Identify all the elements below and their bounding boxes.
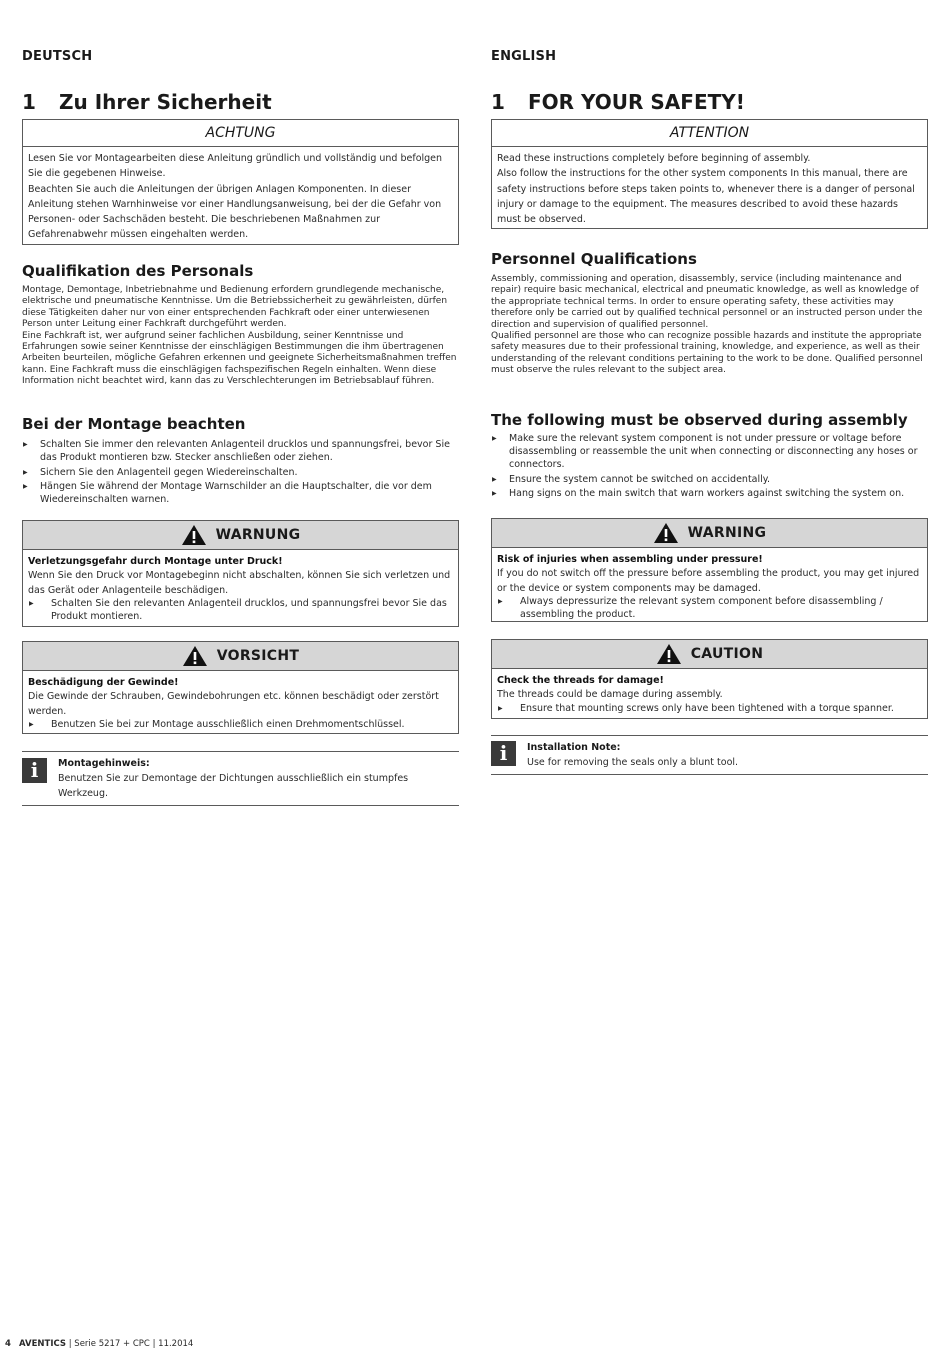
- caution-label: CAUTION: [690, 646, 764, 662]
- notice-paragraph: Lesen Sie vor Montagearbeiten diese Anleitung gründlich und vollständig und befolgen Sie die gegebenen Hinweise.: [28, 153, 443, 180]
- note-text: Use for removing the seals only a blunt tool.: [527, 757, 739, 768]
- language-label: ENGLISH: [491, 49, 557, 64]
- qualification-paragraph: Qualified personnel are those who can recognize possible hazards and institute the appropriate safety measures due to their professional training, knowledge, and experience, as well as their understanding of the relevant conditions pertaining to the work to be done. Qualified personnel must observe the rules relevant to the subject area.: [491, 331, 923, 376]
- qualification-heading: Personnel Qualifications: [491, 250, 697, 268]
- notice-paragraph: Read these instructions completely before beginning of assembly.: [497, 153, 811, 164]
- info-icon: i: [22, 758, 47, 783]
- warning-list: [28, 598, 453, 623]
- notice-paragraph: Also follow the instructions for the other system components In this manual, there are safety instructions before steps taken points to, whenever there is a danger of personal injury or damage to the equipment. The measures described to avoid these hazards must be observed.: [497, 168, 915, 226]
- brand-name: AVENTICS: [19, 1339, 67, 1349]
- warning-title: Verletzungsgefahr durch Montage unter Druck!: [28, 556, 283, 567]
- caution-body: [23, 671, 458, 737]
- caution-label: VORSICHT: [216, 648, 300, 664]
- caution-text: Die Gewinde der Schrauben, Gewindebohrungen etc. können beschädigt oder zerstört werden.: [28, 691, 439, 717]
- chapter-number: 1: [22, 90, 36, 114]
- warning-triangle-icon: [656, 643, 682, 665]
- qualification-paragraph: Assembly, commissioning and operation, disassembly, service (including maintenance and repair) require basic mechanical, electrical and pneumatic knowledge, as well as knowledge of the appropriate technical terms. In order to ensure operating safety, these activities may therefore only be carried out by qualified technical personnel or an instructed person under the direction and supervision of qualified personnel.: [491, 274, 923, 330]
- caution-text: The threads could be damage during assembly.: [497, 689, 723, 700]
- info-icon: i: [491, 741, 516, 766]
- notice-paragraph: Beachten Sie auch die Anleitungen der übrigen Anlagen Komponenten. In dieser Anleitung stehen Warnhinweise vor einer Handlungsanweisung, bei der die Gefahr von Personen- oder Sachschäden besteht. Die beschriebenen Maßnahmen zur Gefahrenabwehr müssen eingehalten werden.: [28, 183, 442, 241]
- footer-separator: |: [152, 1339, 156, 1349]
- warning-list: [497, 596, 922, 621]
- note-title: Montagehinweis:: [58, 758, 150, 769]
- language-label: DEUTSCH: [22, 49, 93, 64]
- caution-title: Check the threads for damage!: [497, 675, 664, 686]
- assembly-list: [491, 432, 928, 502]
- warning-triangle-icon: [181, 524, 207, 546]
- caution-box: [22, 641, 459, 734]
- list-item: ▶ Always depressurize the relevant system component before disassembling / assembling the product.: [497, 596, 922, 621]
- list-item: ▶ Benutzen Sie bei zur Montage ausschließlich einen Drehmomentschlüssel.: [28, 719, 453, 732]
- qualification-paragraph: Eine Fachkraft ist, wer aufgrund seiner fachlichen Ausbildung, seiner Kenntnisse und Erfahrungen sowie seiner Kenntnisse der einschlägigen Bestimmungen die ihm übertragenen Arbeiten beurteilen, mögliche Gefahren erkennen und geeignete Sicherheitsmaßnahmen treffen kann. Eine Fachkraft muss die einschlägigen fachspezifischen Regeln einhalten. Wenn diese Information nicht beachtet wird, kann das zu Verschlechterungen im Betriebsablauf führen.: [22, 330, 457, 387]
- warning-header: [492, 519, 927, 548]
- page-footer: [5, 1339, 193, 1349]
- caution-list: [497, 703, 922, 716]
- warning-label: WARNING: [687, 525, 767, 541]
- notice-title: ATTENTION: [492, 120, 927, 147]
- warning-text: If you do not switch off the pressure before assembling the product, you may get injured or the device or system components may be damaged.: [497, 568, 920, 594]
- publication-date: 11.2014: [158, 1339, 194, 1349]
- qualification-text: [22, 285, 459, 388]
- warning-title: Risk of injuries when assembling under pressure!: [497, 554, 763, 565]
- note-content: [58, 756, 459, 802]
- list-item: ▶ Ensure the system cannot be switched on accidentally.: [491, 473, 928, 486]
- qualification-text: [491, 274, 928, 377]
- warning-header: [23, 521, 458, 550]
- series-name: Serie 5217 + CPC: [74, 1339, 150, 1349]
- notice-body: [23, 147, 458, 246]
- list-item: ▶ Hängen Sie während der Montage Warnschilder an die Hauptschalter, die vor dem Wiedereinschalten warnen.: [22, 480, 459, 506]
- chapter-title: [491, 90, 928, 114]
- page-number: 4: [5, 1339, 11, 1349]
- list-item: ▶ Sichern Sie den Anlagenteil gegen Wiedereinschalten.: [22, 466, 459, 479]
- caution-box: [491, 639, 928, 719]
- warning-body: [23, 550, 458, 629]
- assembly-heading: The following must be observed during assembly: [491, 411, 908, 429]
- warning-triangle-icon: [653, 522, 679, 544]
- list-item: ▶ Schalten Sie den relevanten Anlagenteil drucklos, und spannungsfrei bevor Sie das Produkt montieren.: [28, 598, 453, 623]
- caution-body: [492, 669, 927, 721]
- warning-body: [492, 548, 927, 627]
- qualification-paragraph: Montage, Demontage, Inbetriebnahme und Bedienung erfordern grundlegende mechanische, elektrische und pneumatische Kenntnisse. Um die Betriebssicherheit zu gewährleisten, dürfen diese Tätigkeiten daher nur von einer entsprechenden Fachkraft oder einer unterwiesenen Person unter Leitung einer Fachkraft durchgeführt werden.: [22, 285, 448, 330]
- chapter-title-text: Zu Ihrer Sicherheit: [59, 90, 272, 114]
- note-box: [22, 751, 459, 806]
- caution-header: [23, 642, 458, 671]
- note-text: Benutzen Sie zur Demontage der Dichtungen ausschließlich ein stumpfes Werkzeug.: [58, 773, 409, 800]
- warning-box: [22, 520, 459, 627]
- assembly-list: [22, 438, 459, 508]
- qualification-heading: Qualifikation des Personals: [22, 262, 254, 280]
- chapter-title: [22, 90, 459, 114]
- warning-triangle-icon: [182, 645, 208, 667]
- chapter-number: 1: [491, 90, 505, 114]
- caution-header: [492, 640, 927, 669]
- list-item: ▶ Make sure the relevant system component is not under pressure or voltage before disassembling or reassemble the unit when connecting or disconnecting any hoses or connectors.: [491, 432, 928, 471]
- notice-box: [491, 119, 928, 229]
- note-title: Installation Note:: [527, 742, 621, 753]
- list-item: ▶ Ensure that mounting screws only have been tightened with a torque spanner.: [497, 703, 922, 716]
- caution-list: [28, 719, 453, 732]
- notice-box: [22, 119, 459, 245]
- warning-label: WARNUNG: [215, 527, 301, 543]
- caution-title: Beschädigung der Gewinde!: [28, 677, 179, 688]
- chapter-title-text: FOR YOUR SAFETY!: [528, 90, 745, 114]
- notice-body: [492, 147, 927, 230]
- note-box: [491, 735, 928, 775]
- notice-title: ACHTUNG: [23, 120, 458, 147]
- footer-separator: |: [68, 1339, 72, 1349]
- assembly-heading: Bei der Montage beachten: [22, 415, 246, 433]
- note-content: [527, 740, 928, 770]
- list-item: ▶ Hang signs on the main switch that warn workers against switching the system on.: [491, 487, 928, 500]
- warning-box: [491, 518, 928, 622]
- warning-text: Wenn Sie den Druck vor Montagebeginn nicht abschalten, können Sie sich verletzen und das Gerät oder Anlagenteile beschädigen.: [28, 570, 451, 596]
- list-item: ▶ Schalten Sie immer den relevanten Anlagenteil drucklos und spannungsfrei, bevor Sie das Produkt montieren bzw. Stecker anschließen oder ziehen.: [22, 438, 459, 464]
